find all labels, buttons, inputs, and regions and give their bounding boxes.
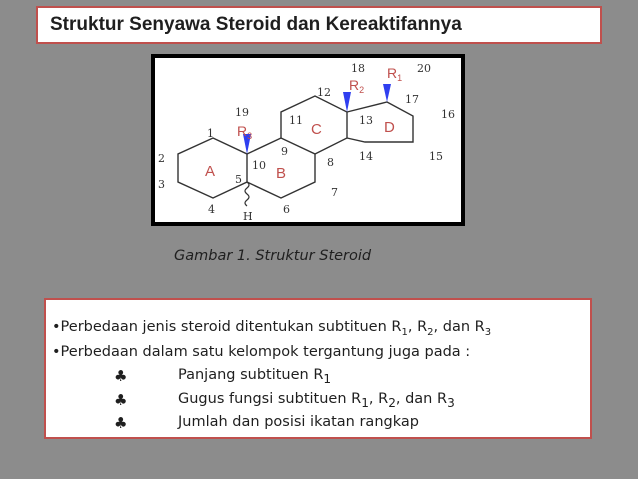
sub-bullet-1: Panjang subtituen $R_1$ xyxy=(178,367,332,386)
atom-number-10: 10 xyxy=(252,159,266,172)
atom-number-14: 14 xyxy=(359,150,373,163)
r2-wedge xyxy=(343,92,351,112)
atom-number-6: 6 xyxy=(283,203,290,216)
bullet-1: •Perbedaan jenis steroid ditentukan subtituen $R_1$, $R_2$, dan $R_3$ xyxy=(52,319,492,338)
atom-number-19: 19 xyxy=(235,106,249,119)
atom-number-9: 9 xyxy=(281,145,288,158)
atom-number-20: 20 xyxy=(417,62,431,75)
club-icon: ♣ xyxy=(114,391,128,409)
atom-number-4: 4 xyxy=(208,203,215,216)
steroid-structure-diagram xyxy=(155,58,461,222)
r2-label: $R_2$ xyxy=(349,77,365,95)
atom-number-5: 5 xyxy=(235,173,242,186)
atom-number-15: 15 xyxy=(429,150,443,163)
club-icon: ♣ xyxy=(114,414,128,432)
atom-number-17: 17 xyxy=(405,93,419,106)
figure-caption: Gambar 1. Struktur Steroid xyxy=(174,248,372,264)
ring-d-label: D xyxy=(384,119,395,136)
atom-number-11: 11 xyxy=(289,114,303,127)
atom-number-18: 18 xyxy=(351,62,365,75)
atom-number-13: 13 xyxy=(359,114,373,127)
ring-c-label: C xyxy=(311,121,322,138)
atom-number-2: 2 xyxy=(158,152,165,165)
atom-number-8: 8 xyxy=(327,156,334,169)
title-box xyxy=(36,6,602,44)
r3-label: $R_3$ xyxy=(237,123,253,141)
r1-label: $R_1$ xyxy=(387,65,403,83)
club-icon: ♣ xyxy=(114,367,128,385)
bullet-2: •Perbedaan dalam satu kelompok tergantung juga pada : xyxy=(52,344,471,360)
bullet-box xyxy=(44,298,592,439)
h-wavy-bond xyxy=(245,182,249,206)
ring-d-shape xyxy=(347,102,413,142)
sub-bullet-3: Jumlah dan posisi ikatan rangkap xyxy=(178,414,419,430)
atom-number-16: 16 xyxy=(441,108,455,121)
atom-number-1: 1 xyxy=(207,127,214,140)
hydrogen-label: H xyxy=(243,210,253,222)
slide-title: Struktur Senyawa Steroid dan Kereaktifannya xyxy=(50,14,462,35)
sub-bullet-2: Gugus fungsi subtituen $R_1$, $R_2$, dan $R_3$ xyxy=(178,391,455,410)
ring-b-label: B xyxy=(276,165,287,182)
r1-wedge xyxy=(383,84,391,102)
atom-number-12: 12 xyxy=(317,86,331,99)
steroid-figure xyxy=(151,54,465,226)
atom-number-3: 3 xyxy=(158,178,165,191)
atom-number-7: 7 xyxy=(331,186,338,199)
ring-a-label: A xyxy=(205,163,216,180)
